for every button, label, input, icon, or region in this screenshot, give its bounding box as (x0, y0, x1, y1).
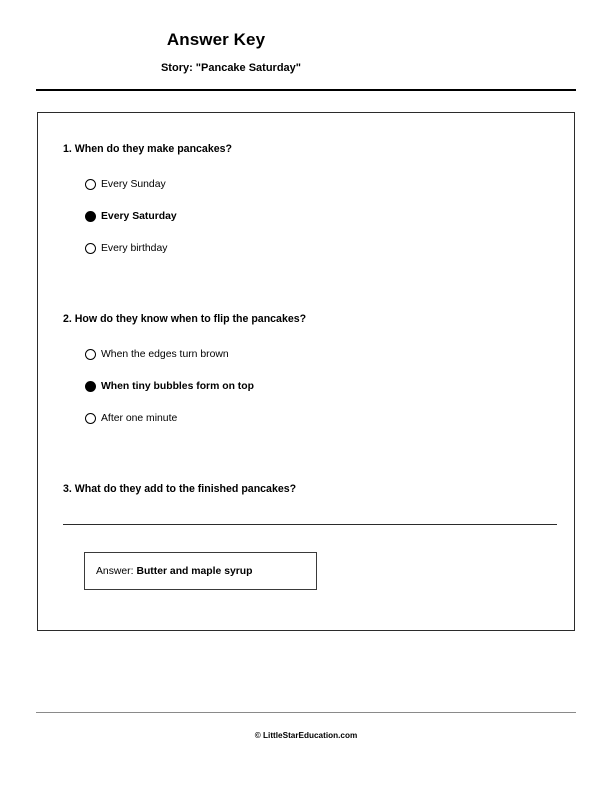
question-block-2 (63, 313, 306, 426)
option-label: When tiny bubbles form on top (101, 380, 254, 392)
radio-unselected-icon[interactable] (85, 413, 96, 424)
page-header (36, 30, 576, 75)
radio-unselected-icon[interactable] (85, 349, 96, 360)
footer-divider (36, 712, 576, 713)
option-label: Every birthday (101, 242, 168, 254)
question-text-2: 2. How do they know when to flip the pancakes? (63, 313, 307, 325)
question-block-3 (63, 483, 296, 496)
answer-key-box (84, 552, 317, 590)
radio-selected-icon[interactable] (85, 381, 96, 392)
option-label: After one minute (101, 412, 178, 424)
header-divider (36, 89, 576, 91)
footer-copyright: © LittleStarEducation.com (254, 731, 358, 740)
write-in-answer-line (63, 524, 557, 525)
options-list-1 (63, 176, 232, 256)
option-label: Every Saturday (101, 210, 177, 222)
radio-unselected-icon[interactable] (85, 179, 96, 190)
option-row[interactable] (63, 410, 306, 426)
option-row[interactable] (63, 378, 306, 394)
answer-label: Answer: (96, 565, 134, 577)
options-list-2 (63, 346, 306, 426)
option-label: Every Sunday (101, 178, 166, 190)
question-text-1: 1. When do they make pancakes? (63, 143, 232, 155)
answer-key-content (85, 565, 253, 578)
option-label: When the edges turn brown (101, 348, 229, 360)
radio-selected-icon[interactable] (85, 211, 96, 222)
option-row[interactable] (63, 240, 232, 256)
questions-container (37, 112, 575, 631)
option-row[interactable] (63, 346, 306, 362)
page-title: Answer Key (166, 30, 266, 49)
radio-unselected-icon[interactable] (85, 243, 96, 254)
option-row[interactable] (63, 176, 232, 192)
question-block-1 (63, 143, 232, 256)
option-row[interactable] (63, 208, 232, 224)
question-text-3: 3. What do they add to the finished pancakes? (63, 483, 297, 495)
page-subtitle: Story: "Pancake Saturday" (160, 62, 302, 74)
answer-value: Butter and maple syrup (136, 565, 253, 577)
